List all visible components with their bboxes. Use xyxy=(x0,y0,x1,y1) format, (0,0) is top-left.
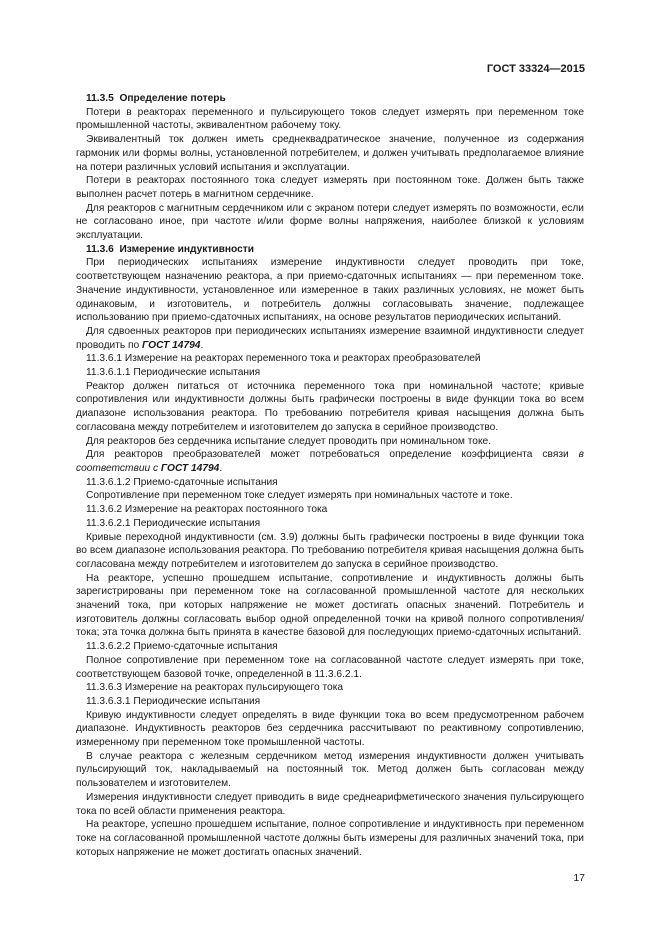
standard-reference: ГОСТ 14794 xyxy=(160,462,220,474)
paragraph-text: Для сдвоенных реакторов при периодических испытаниях измерение взаимной индуктивности следует проводить по xyxy=(76,325,584,351)
subsection-heading-11-3-6-1-1: 11.3.6.1.1 Периодические испытания xyxy=(86,367,261,379)
subsection-heading-11-3-6-3: 11.3.6.3 Измерение на реакторах пульсирующего тока xyxy=(86,682,344,694)
paragraph: Сопротивление при переменном токе следует измерять при номинальных частоте и токе. xyxy=(86,490,513,502)
subsection-heading-11-3-6-1-2: 11.3.6.1.2 Приемо-сдаточные испытания xyxy=(86,476,278,488)
section-title: Определение потерь xyxy=(119,93,226,104)
paragraph: Кривую индуктивности следует определять в виде функции тока во всем предусмотренном рабочем диапазоне. Индуктивность реакторов без сердечника рассчитывают по реактивному сопротивлению, измеренному при переменном токе промышленной частоты. xyxy=(76,709,584,749)
section-number: 11.3.5 xyxy=(86,93,114,104)
standard-header: ГОСТ 33324—2015 xyxy=(486,63,585,75)
subsection-heading-11-3-6-2-1: 11.3.6.2.1 Периодические испытания xyxy=(86,517,261,529)
paragraph xyxy=(76,448,584,475)
paragraph-text: Для реакторов преобразователей может потребоваться определение коэффициента связи xyxy=(86,449,579,461)
subsection-heading-11-3-6-3-1: 11.3.6.3.1 Периодические испытания xyxy=(86,695,261,707)
paragraph: Потери в реакторах переменного и пульсирующего токов следует измерять при переменном токе промышленной частоты, эквивалентном рабочему току. xyxy=(76,106,584,132)
subsection-heading-11-3-6-1: 11.3.6.1 Измерение на реакторах переменного тока и реакторах преобразователей xyxy=(86,353,481,365)
paragraph: Потери в реакторах постоянного тока следует измерять при постоянном токе. Должен быть также выполнен расчет потерь в магнитном сердечнике. xyxy=(76,175,584,200)
paragraph: При периодических испытаниях измерение индуктивности следует проводить при токе, соответствующем назначению реактора, а при приемо-сдаточных испытаниях — при переменном токе. Значение индуктивности, установленное или измеренное в таких различных условиях, не может быть одинаковым, и изготовитель, и потребитель должны согласовывать значение, подлежащее использованию при приемо-сдаточных испытаниях, на основе результатов периодических испытаний. xyxy=(76,257,584,324)
paragraph: В случае реактора с железным сердечником метод измерения индуктивности должен учитывать пульсирующий ток, накладываемый на постоянный ток. Метод должен быть согласован между пользователем и изготовителем. xyxy=(76,750,584,790)
paragraph: Полное сопротивление при переменном токе на согласованной частоте следует измерять при токе, соответствующем базовой точке, определенной в 11.3.6.2.1. xyxy=(76,654,584,680)
paragraph: Для реакторов без сердечника испытание следует проводить при номинальном токе. xyxy=(86,435,492,447)
section-number: 11.3.6 xyxy=(86,243,114,255)
section-heading-11-3-6 xyxy=(76,243,584,257)
page-number: 17 xyxy=(573,872,585,884)
paragraph-end: . xyxy=(200,339,204,351)
subsection-heading-11-3-6-2-2: 11.3.6.2.2 Приемо-сдаточные испытания xyxy=(86,641,278,653)
paragraph: Для реакторов с магнитным сердечником или с экраном потери следует измерять по возможности, если не согласовано иное, при частоте и/или форме волны напряжения, наиболее близкой к условиям эксплуатации. xyxy=(76,202,584,242)
paragraph: Эквивалентный ток должен иметь среднеквадратическое значение, полученное из содержания гармоник или формы волны, установленной потребителем, и должен учитывать предполагаемое влияние на потери различных условий испытания и эксплуатации. xyxy=(76,134,584,173)
section-title: Измерение индуктивности xyxy=(119,243,255,255)
paragraph: На реакторе, успешно прошедшем испытание, сопротивление и индуктивность должны быть зарегистрированы при переменном токе на согласованной промышленной частоте для нескольких значений тока, при которых напряжение не может достигать опасных значений. Потребитель и изготовитель должны согласовать выбор одной определенной точки на кривой полного сопротивления/тока; эта точка должна быть принята в качестве базовой для последующих приемо-сдаточных испытаний. xyxy=(76,572,584,639)
standard-reference: ГОСТ 14794 xyxy=(142,339,201,351)
subsection-heading-11-3-6-2: 11.3.6.2 Измерение на реакторах постоянного тока xyxy=(86,504,328,516)
page-content xyxy=(76,92,584,859)
section-heading-11-3-5 xyxy=(76,92,584,106)
paragraph-end: . xyxy=(219,462,223,474)
paragraph: На реакторе, успешно прошедшем испытание, полное сопротивление и индуктивность при переменном токе на согласованной промышленной частоте должны быть измерены для различных значений тока, при которых напряжение не может достигать опасных значений. xyxy=(76,819,584,858)
paragraph: Измерения индуктивности следует приводить в виде среднеарифметического значения пульсирующего тока по всей области применения реактора. xyxy=(76,791,584,817)
paragraph: Кривые переходной индуктивности (см. 3.9) должны быть графически построены в виде функции тока во всем диапазоне использования реактора. По требованию потребителя кривая насыщения должна быть согласована между потребителем и изготовителем до запуска в серийное производство. xyxy=(76,531,584,570)
paragraph: Реактор должен питаться от источника переменного тока при номинальной частоте; кривые сопротивления или индуктивности должны быть графически построены в виде функции тока во всем диапазоне использования реактора. По требованию потребителя кривая насыщения должна быть согласована между потребителем и изготовителем до запуска в серийное производство. xyxy=(76,380,584,433)
paragraph xyxy=(76,325,584,352)
italic-text: в соответствии с xyxy=(76,449,584,474)
